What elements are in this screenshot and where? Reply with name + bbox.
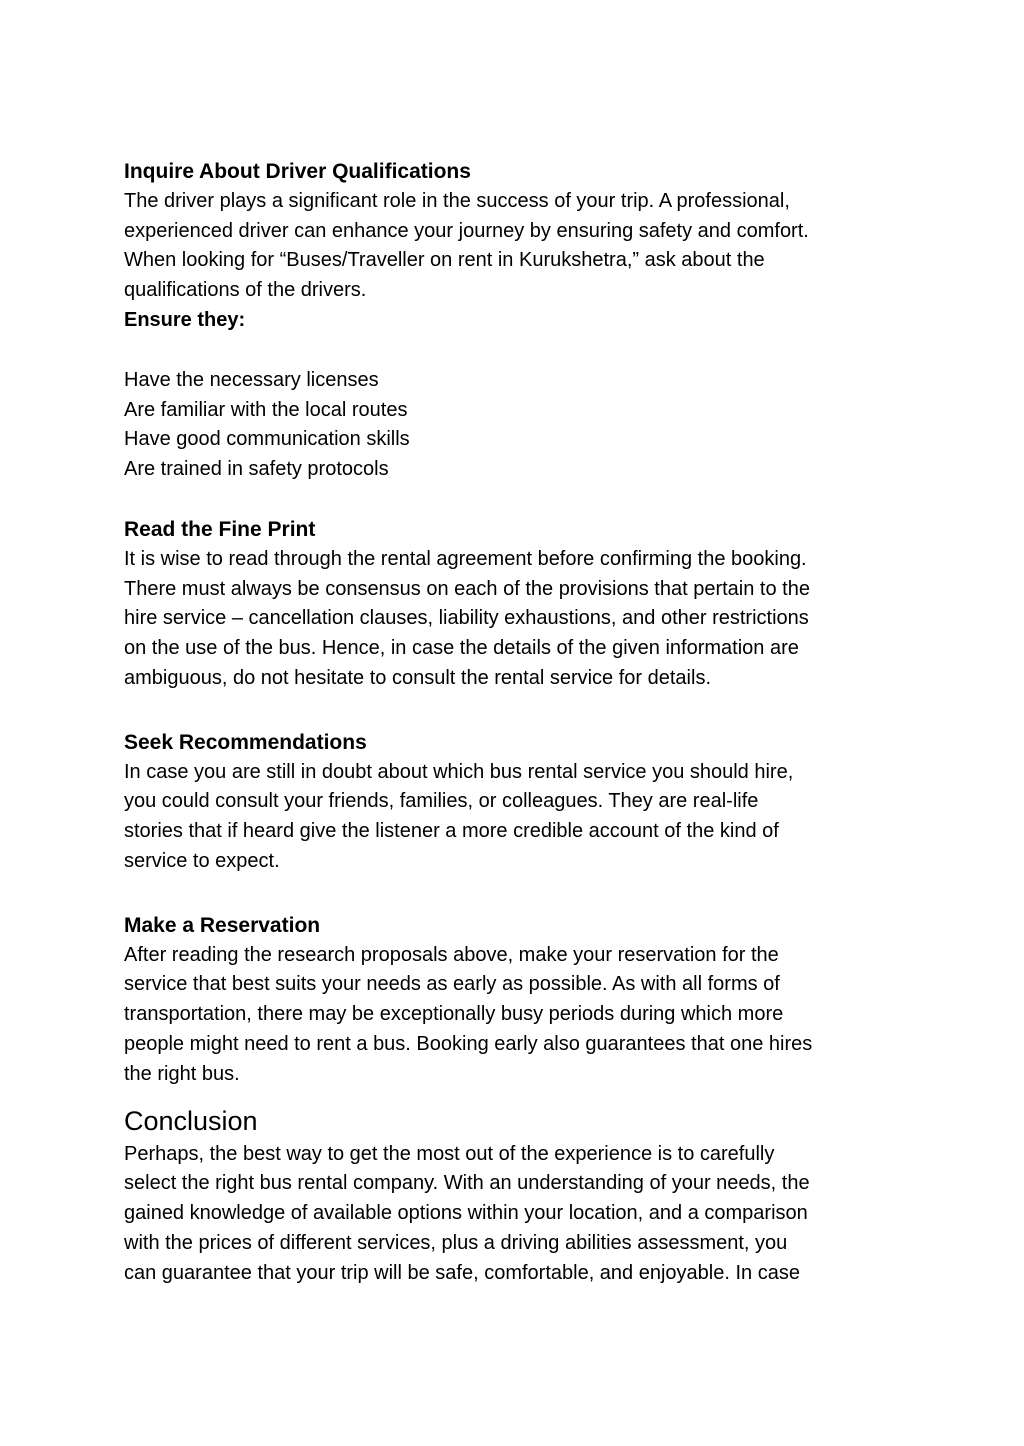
list-item: Have good communication skills	[124, 428, 410, 451]
paragraph-line: The driver plays a significant role in the success of your trip. A professional,	[124, 189, 790, 212]
paragraph-line: hire service – cancellation clauses, liability exhaustions, and other restrictions	[124, 607, 809, 630]
paragraph-line: There must always be consensus on each of the provisions that pertain to the	[124, 577, 810, 600]
paragraph-line: you could consult your friends, families, or colleagues. They are real-life	[124, 790, 759, 813]
paragraph-line: the right bus.	[124, 1062, 240, 1085]
paragraph-line: ambiguous, do not hesitate to consult the rental service for details.	[124, 666, 712, 689]
paragraph-fine-print	[124, 545, 904, 694]
paragraph-line: experienced driver can enhance your journey by ensuring safety and comfort.	[124, 219, 809, 242]
list-item: Are trained in safety protocols	[124, 458, 389, 481]
spacer	[124, 336, 904, 366]
section-heading-conclusion: Conclusion	[124, 1105, 258, 1136]
paragraph-line: people might need to rent a bus. Booking early also guarantees that one hires	[124, 1032, 813, 1055]
paragraph-line: gained knowledge of available options within your location, and a comparison	[124, 1202, 808, 1225]
paragraph-line: In case you are still in doubt about which bus rental service you should hire,	[124, 760, 794, 783]
section-heading-fine-print: Read the Fine Print	[124, 517, 316, 541]
spacer	[124, 877, 904, 911]
paragraph-line: with the prices of different services, plus a driving abilities assessment, you	[124, 1231, 788, 1254]
requirements-list	[124, 366, 904, 485]
paragraph-line: service that best suits your needs as early as possible. As with all forms of	[124, 973, 780, 996]
ensure-label: Ensure they:	[124, 308, 246, 331]
paragraph-line: transportation, there may be exceptionally busy periods during which more	[124, 1003, 784, 1026]
paragraph-line: select the right bus rental company. With an understanding of your needs, the	[124, 1172, 810, 1195]
paragraph-line: stories that if heard give the listener a more credible account of the kind of	[124, 820, 779, 843]
spacer	[124, 694, 904, 728]
paragraph-line: on the use of the bus. Hence, in case the details of the given information are	[124, 637, 799, 660]
paragraph-line: Perhaps, the best way to get the most out of the experience is to carefully	[124, 1142, 775, 1165]
list-item: Are familiar with the local routes	[124, 398, 408, 421]
list-item: Have the necessary licenses	[124, 368, 379, 391]
paragraph-driver	[124, 187, 904, 306]
spacer	[124, 485, 904, 515]
paragraph-line: It is wise to read through the rental agreement before confirming the booking.	[124, 547, 807, 570]
section-heading-recommendations: Seek Recommendations	[124, 730, 367, 754]
paragraph-line: When looking for “Buses/Traveller on rent in Kurukshetra,” ask about the	[124, 249, 765, 272]
paragraph-line: qualifications of the drivers.	[124, 279, 367, 302]
section-heading-driver: Inquire About Driver Qualifications	[124, 160, 471, 183]
section-heading-reservation: Make a Reservation	[124, 913, 321, 937]
paragraph-reservation	[124, 941, 904, 1090]
paragraph-line: can guarantee that your trip will be safe, comfortable, and enjoyable. In case	[124, 1261, 800, 1284]
document-page	[124, 157, 904, 1289]
paragraph-recommendations	[124, 758, 904, 877]
paragraph-line: After reading the research proposals above, make your reservation for the	[124, 943, 779, 966]
paragraph-line: service to expect.	[124, 849, 280, 872]
paragraph-conclusion	[124, 1140, 904, 1289]
